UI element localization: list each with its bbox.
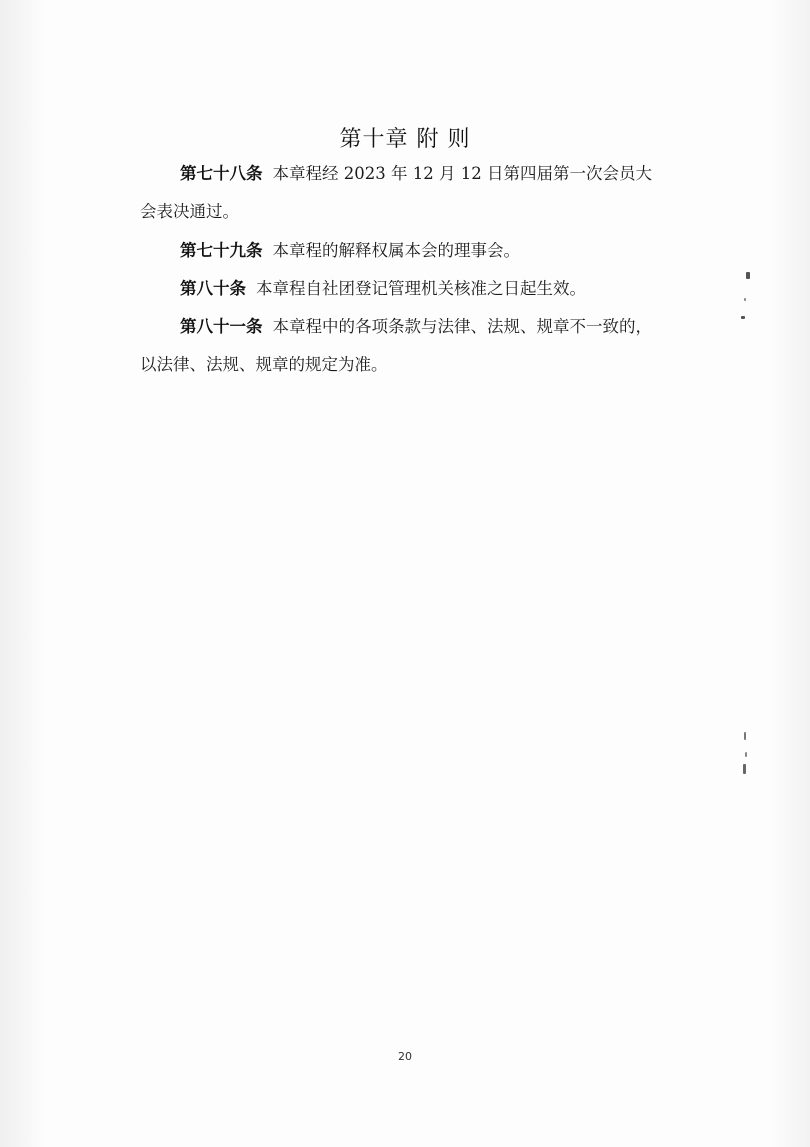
article-label: 第八十条 bbox=[180, 279, 246, 298]
scan-edge-right bbox=[770, 0, 810, 1147]
article-81 bbox=[140, 308, 668, 384]
article-text: 本章程经 2023 年 12 月 12 日第四届第一次会员大会表决通过。 bbox=[140, 164, 652, 221]
scan-speck bbox=[741, 316, 745, 319]
article-text: 本章程自社团登记管理机关核准之日起生效。 bbox=[256, 279, 586, 298]
article-label: 第七十八条 bbox=[180, 164, 263, 183]
article-78 bbox=[140, 155, 668, 231]
scan-speck bbox=[746, 272, 750, 279]
article-text: 本章程中的各项条款与法律、法规、规章不一致的，以法律、法规、规章的规定为准。 bbox=[140, 317, 652, 374]
scan-speck bbox=[744, 732, 746, 740]
article-label: 第七十九条 bbox=[180, 241, 263, 260]
article-80 bbox=[140, 270, 668, 308]
article-79 bbox=[140, 232, 668, 270]
scan-speck bbox=[745, 752, 747, 757]
article-text: 本章程的解释权属本会的理事会。 bbox=[272, 241, 520, 260]
scan-speck bbox=[743, 764, 746, 774]
scan-speck bbox=[744, 298, 746, 301]
page-number: 20 bbox=[398, 1050, 412, 1063]
scan-edge-left bbox=[0, 0, 46, 1147]
chapter-title: 第十章 附 则 bbox=[339, 127, 471, 152]
article-label: 第八十一条 bbox=[180, 317, 263, 336]
